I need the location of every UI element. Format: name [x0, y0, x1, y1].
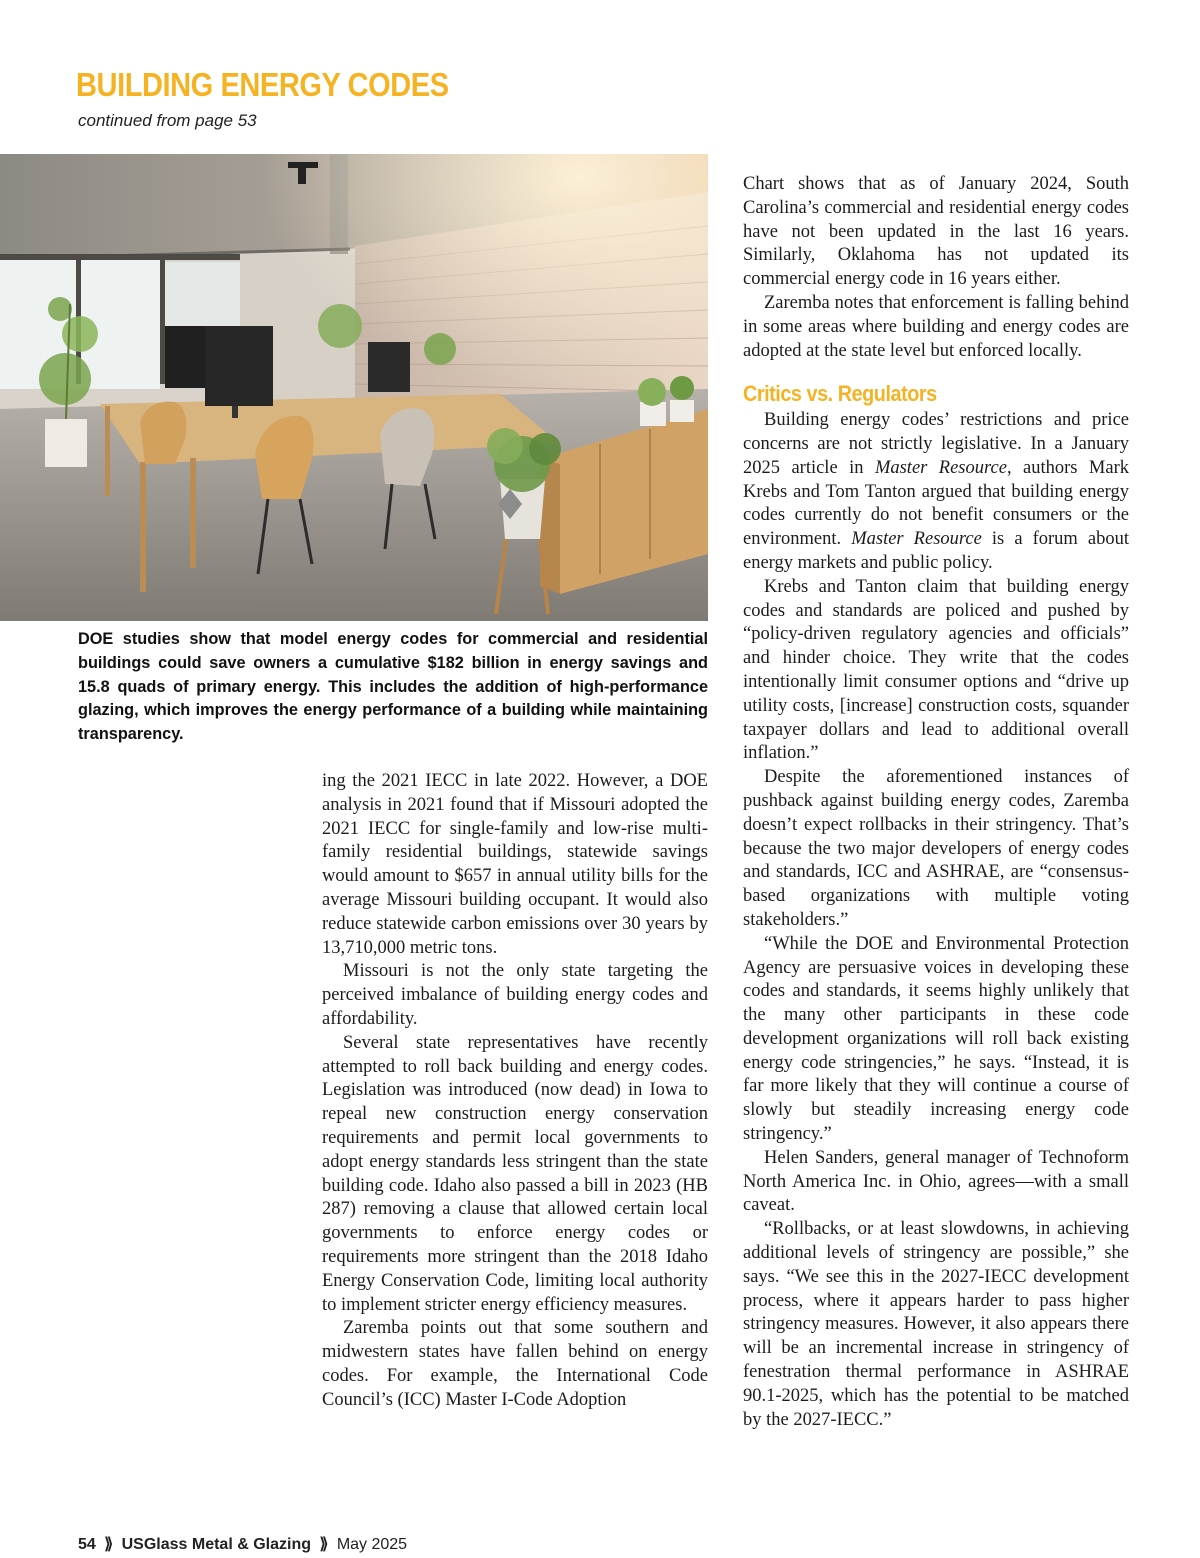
paragraph: Chart shows that as of January 2024, South Carolina’s commercial and residential energy codes have not been updated in the last 16 years. Similarly, Oklahoma has not updated its commercial energy code in 16 years either. — [743, 174, 1129, 290]
paragraph: Missouri is not the only state targeting the perceived imbalance of building energy codes and affordability. — [322, 961, 708, 1029]
paragraph: Krebs and Tanton claim that building energy codes and standards are policed and pushed by “policy-driven regulatory agencies and officials” and hinder choice. They write that the codes intentionally limit consumer options and “drive up utility costs, [increase] construction costs, squander taxpayer dollars and lead to additional overall inflation.” — [743, 576, 1129, 764]
publication-title: USGlass Metal & Glazing — [121, 1536, 311, 1553]
continued-from-note: continued from page 53 — [78, 111, 257, 130]
office-interior-illustration — [0, 154, 708, 621]
text-run: is a forum about energy markets and public policy. — [743, 529, 1129, 573]
paragraph: “Rollbacks, or at least slowdowns, in achieving additional levels of stringency are possible,” she says. “We see this in the 2027-IECC development process, where it appears harder to pass higher stringency measures. However, it also appears there will be an incremental increase in stringency of fenestration thermal performance in ASHRAE 90.1-2025, which has the potential to be matched by the 2027-IECC.” — [743, 1219, 1129, 1430]
paragraph: ing the 2021 IECC in late 2022. However, a DOE analysis in 2021 found that if Missouri adopted the 2021 IECC for single-family and low-rise multi-family residential buildings, statewide savings would amount to $657 in annual utility bills for the average Missouri building occupant. It would also reduce statewide carbon emissions over 30 years by 13,710,000 metric tons. — [322, 771, 708, 958]
text-run: , authors Mark Krebs and Tom Tanton argued that building energy codes currently do not benefit consumers or the environment. — [743, 457, 1129, 550]
paragraph: Zaremba notes that enforcement is falling behind in some areas where building and energy codes are adopted at the state level but enforced locally. — [743, 292, 1129, 361]
paragraph: Helen Sanders, general manager of Technoform North America Inc. in Ohio, agrees—with a small caveat. — [743, 1147, 1129, 1216]
section-title: BUILDING ENERGY CODES — [76, 66, 449, 103]
paragraph: Several state representatives have recently attempted to roll back building and energy codes. Legislation was introduced (now dead) in Iowa to repeal new construction energy conservation requirements and permit local governments to adopt energy standards less stringent than the state building code. Idaho also passed a bill in 2023 (HB 287) removing a clause that allowed certain local governments to enforce energy codes or requirements more stringent than the 2018 Idaho Energy Conservation Code, limiting local authority to implement stricter energy efficiency measures. — [322, 1032, 708, 1315]
publication-name: Master Resource — [851, 529, 982, 550]
page-number: 54 — [78, 1536, 96, 1553]
right-column — [743, 173, 1129, 1432]
separator-icon: ⟫ — [319, 1536, 329, 1553]
paragraph: Despite the aforementioned instances of pushback against building energy codes, Zaremba doesn’t expect rollbacks in their stringency. That’s because the two major developers of energy codes and standards, ICC and ASHRAE, are “consensus-based organizations with multiple voting stakeholders.” — [743, 767, 1129, 930]
paragraph — [743, 409, 1129, 576]
section-heading: Critics vs. Regulators — [743, 381, 937, 407]
middle-column — [322, 770, 708, 1413]
text-run: Building energy codes’ restrictions and price concerns are not strictly legislative. In a January 2025 article in — [743, 410, 1129, 478]
photo-caption: DOE studies show that model energy codes for commercial and residential buildings could save owners a cumulative $182 billion in energy savings and 15.8 quads of primary energy. This includes the addition of high-performance glazing, which improves the energy performance of a building while maintaining transparency. — [78, 630, 708, 744]
office-photo — [0, 154, 708, 621]
publication-name: Master Resource — [874, 457, 1007, 478]
paragraph: Zaremba points out that some southern and midwestern states have fallen behind on energy codes. For example, the International Code Council’s (ICC) Master I-Code Adoption — [322, 1318, 708, 1410]
paragraph: “While the DOE and Environmental Protection Agency are persuasive voices in developing these codes and standards, it seems highly unlikely that the many other participants in these code development organizations will roll back existing energy code stringencies,” he says. “Instead, it is far more likely that they will continue a course of slowly but steadily increasing energy code stringency.” — [743, 933, 1129, 1145]
page-footer — [78, 1534, 407, 1554]
separator-icon: ⟫ — [104, 1536, 114, 1553]
issue-date: May 2025 — [336, 1536, 408, 1553]
